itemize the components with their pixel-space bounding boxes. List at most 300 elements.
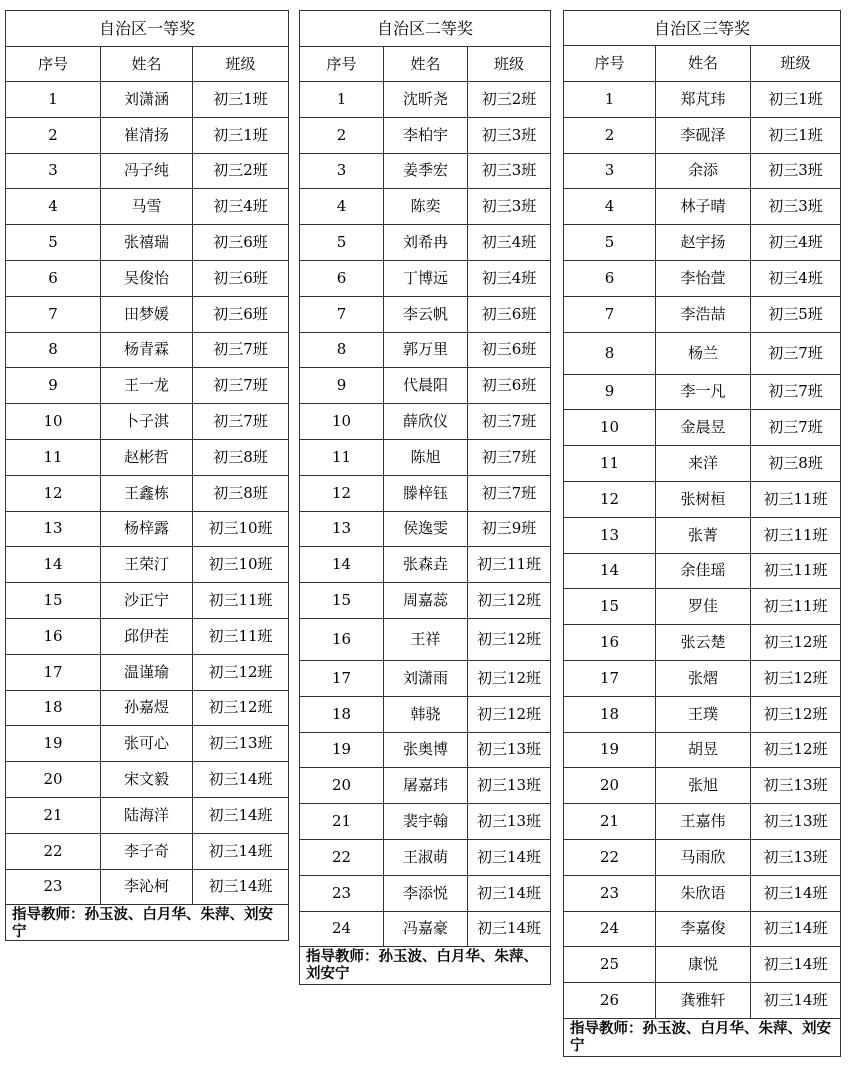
- table-row: [300, 660, 551, 696]
- instructor-note: 指导教师：孙玉波、白月华、朱萍、刘安宁: [6, 905, 289, 941]
- index-cell: 14: [6, 547, 101, 583]
- name-cell: 王鑫栋: [101, 475, 193, 511]
- name-cell: 张森垚: [384, 547, 468, 583]
- name-cell: 李云帆: [384, 296, 468, 332]
- name-cell: 李柏宇: [384, 117, 468, 153]
- index-cell: 17: [300, 660, 384, 696]
- name-cell: 田梦媛: [101, 296, 193, 332]
- class-cell: 初三11班: [193, 618, 289, 654]
- index-cell: 19: [300, 732, 384, 768]
- column-header-class: 班级: [193, 47, 289, 82]
- name-cell: 宋文毅: [101, 762, 193, 798]
- index-cell: 24: [564, 911, 656, 947]
- name-cell: 李怡萱: [656, 260, 751, 296]
- name-cell: 张树桓: [656, 481, 751, 517]
- index-cell: 20: [564, 768, 656, 804]
- index-cell: 10: [6, 404, 101, 440]
- class-cell: 初三7班: [193, 404, 289, 440]
- header-row: [300, 47, 551, 82]
- class-cell: 初三14班: [468, 911, 551, 947]
- table-row: [564, 296, 841, 332]
- index-cell: 11: [300, 439, 384, 475]
- table-row: [6, 439, 289, 475]
- index-cell: 22: [300, 839, 384, 875]
- name-cell: 赵彬哲: [101, 439, 193, 475]
- class-cell: 初三10班: [193, 547, 289, 583]
- index-cell: 13: [564, 517, 656, 553]
- index-cell: 8: [6, 332, 101, 368]
- table-row: [6, 511, 289, 547]
- table-row: [300, 583, 551, 619]
- class-cell: 初三14班: [751, 911, 841, 947]
- class-cell: 初三8班: [193, 439, 289, 475]
- class-cell: 初三14班: [751, 875, 841, 911]
- table-row: [300, 839, 551, 875]
- index-cell: 23: [564, 875, 656, 911]
- index-cell: 17: [6, 654, 101, 690]
- table-row: [6, 153, 289, 189]
- index-cell: 16: [300, 618, 384, 660]
- table-row: [6, 833, 289, 869]
- award-table-3: [563, 10, 841, 1057]
- index-cell: 15: [564, 589, 656, 625]
- table-row: [564, 410, 841, 446]
- class-cell: 初三6班: [468, 332, 551, 368]
- award-table-1: [5, 10, 289, 941]
- table-row: [564, 517, 841, 553]
- name-cell: 韩骁: [384, 696, 468, 732]
- table-row: [564, 696, 841, 732]
- name-cell: 沈昕尧: [384, 82, 468, 118]
- name-cell: 马雪: [101, 189, 193, 225]
- table-row: [6, 869, 289, 905]
- header-row: [6, 47, 289, 82]
- class-cell: 初三11班: [751, 517, 841, 553]
- table-row: [564, 82, 841, 118]
- class-cell: 初三14班: [751, 947, 841, 983]
- table-row: [300, 475, 551, 511]
- table-row: [300, 768, 551, 804]
- name-cell: 刘潇涵: [101, 82, 193, 118]
- column-header-class: 班级: [468, 47, 551, 82]
- index-cell: 19: [564, 732, 656, 768]
- index-cell: 20: [300, 768, 384, 804]
- class-cell: 初三7班: [751, 332, 841, 374]
- name-cell: 卜子淇: [101, 404, 193, 440]
- class-cell: 初三11班: [193, 583, 289, 619]
- index-cell: 23: [6, 869, 101, 905]
- class-cell: 初三7班: [468, 439, 551, 475]
- table-row: [564, 589, 841, 625]
- name-cell: 李添悦: [384, 875, 468, 911]
- class-cell: 初三14班: [468, 875, 551, 911]
- class-cell: 初三11班: [751, 589, 841, 625]
- class-cell: 初三6班: [193, 260, 289, 296]
- index-cell: 15: [300, 583, 384, 619]
- class-cell: 初三12班: [468, 583, 551, 619]
- column-header-class: 班级: [751, 46, 841, 82]
- index-cell: 21: [6, 797, 101, 833]
- index-cell: 20: [6, 762, 101, 798]
- class-cell: 初三1班: [193, 82, 289, 118]
- column-header-index: 序号: [6, 47, 101, 82]
- table-row: [564, 153, 841, 189]
- table-row: [564, 189, 841, 225]
- index-cell: 2: [300, 117, 384, 153]
- table-row: [300, 296, 551, 332]
- name-cell: 胡昱: [656, 732, 751, 768]
- table-row: [6, 654, 289, 690]
- name-cell: 薛欣仪: [384, 404, 468, 440]
- class-cell: 初三14班: [193, 797, 289, 833]
- class-cell: 初三12班: [751, 732, 841, 768]
- name-cell: 王璞: [656, 696, 751, 732]
- index-cell: 3: [564, 153, 656, 189]
- class-cell: 初三4班: [193, 189, 289, 225]
- table-row: [564, 983, 841, 1019]
- award-table-2: [299, 10, 551, 985]
- index-cell: 7: [564, 296, 656, 332]
- class-cell: 初三1班: [193, 117, 289, 153]
- name-cell: 郭万里: [384, 332, 468, 368]
- index-cell: 22: [564, 839, 656, 875]
- name-cell: 冯嘉豪: [384, 911, 468, 947]
- name-cell: 王淑萌: [384, 839, 468, 875]
- name-cell: 刘潇雨: [384, 660, 468, 696]
- class-cell: 初三13班: [468, 768, 551, 804]
- name-cell: 滕梓钰: [384, 475, 468, 511]
- index-cell: 21: [300, 804, 384, 840]
- table-row: [6, 618, 289, 654]
- name-cell: 吴俊怡: [101, 260, 193, 296]
- index-cell: 13: [6, 511, 101, 547]
- class-cell: 初三13班: [751, 768, 841, 804]
- name-cell: 孙嘉煜: [101, 690, 193, 726]
- name-cell: 马雨欣: [656, 839, 751, 875]
- table-row: [6, 762, 289, 798]
- name-cell: 冯子纯: [101, 153, 193, 189]
- name-cell: 李砚泽: [656, 117, 751, 153]
- index-cell: 18: [564, 696, 656, 732]
- name-cell: 林子晴: [656, 189, 751, 225]
- index-cell: 11: [6, 439, 101, 475]
- index-cell: 2: [564, 117, 656, 153]
- table-row: [300, 804, 551, 840]
- class-cell: 初三13班: [468, 804, 551, 840]
- column-header-name: 姓名: [656, 46, 751, 82]
- class-cell: 初三14班: [193, 833, 289, 869]
- note-row: [564, 1018, 841, 1056]
- class-cell: 初三13班: [751, 839, 841, 875]
- class-cell: 初三11班: [468, 547, 551, 583]
- instructor-note: 指导教师：孙玉波、白月华、朱萍、刘安宁: [564, 1018, 841, 1056]
- table-row: [300, 511, 551, 547]
- class-cell: 初三6班: [193, 225, 289, 261]
- title-row: [564, 11, 841, 46]
- table-row: [6, 296, 289, 332]
- class-cell: 初三1班: [751, 82, 841, 118]
- class-cell: 初三12班: [751, 625, 841, 661]
- table-row: [564, 911, 841, 947]
- class-cell: 初三2班: [193, 153, 289, 189]
- index-cell: 5: [6, 225, 101, 261]
- name-cell: 李一凡: [656, 374, 751, 410]
- index-cell: 15: [6, 583, 101, 619]
- name-cell: 张旭: [656, 768, 751, 804]
- index-cell: 3: [6, 153, 101, 189]
- table-row: [564, 660, 841, 696]
- index-cell: 1: [6, 82, 101, 118]
- class-cell: 初三2班: [468, 82, 551, 118]
- table-row: [300, 225, 551, 261]
- name-cell: 郑芃玮: [656, 82, 751, 118]
- class-cell: 初三14班: [468, 839, 551, 875]
- index-cell: 25: [564, 947, 656, 983]
- class-cell: 初三8班: [751, 446, 841, 482]
- table-row: [6, 404, 289, 440]
- index-cell: 16: [564, 625, 656, 661]
- class-cell: 初三7班: [751, 374, 841, 410]
- index-cell: 9: [564, 374, 656, 410]
- class-cell: 初三12班: [751, 696, 841, 732]
- index-cell: 1: [300, 82, 384, 118]
- name-cell: 余佳瑶: [656, 553, 751, 589]
- name-cell: 张菁: [656, 517, 751, 553]
- class-cell: 初三10班: [193, 511, 289, 547]
- index-cell: 10: [564, 410, 656, 446]
- class-cell: 初三12班: [193, 690, 289, 726]
- name-cell: 李浩喆: [656, 296, 751, 332]
- table-row: [300, 696, 551, 732]
- class-cell: 初三3班: [468, 117, 551, 153]
- table-title: 自治区三等奖: [564, 11, 841, 46]
- name-cell: 李子奇: [101, 833, 193, 869]
- index-cell: 18: [6, 690, 101, 726]
- index-cell: 3: [300, 153, 384, 189]
- table-row: [6, 475, 289, 511]
- class-cell: 初三7班: [751, 410, 841, 446]
- index-cell: 4: [300, 189, 384, 225]
- table-row: [300, 439, 551, 475]
- name-cell: 王嘉伟: [656, 804, 751, 840]
- index-cell: 4: [6, 189, 101, 225]
- table-row: [6, 332, 289, 368]
- class-cell: 初三13班: [751, 804, 841, 840]
- index-cell: 2: [6, 117, 101, 153]
- name-cell: 姜季宏: [384, 153, 468, 189]
- name-cell: 周嘉蕊: [384, 583, 468, 619]
- class-cell: 初三4班: [751, 260, 841, 296]
- index-cell: 14: [300, 547, 384, 583]
- name-cell: 陈奕: [384, 189, 468, 225]
- index-cell: 9: [300, 368, 384, 404]
- class-cell: 初三14班: [751, 983, 841, 1019]
- table-row: [300, 332, 551, 368]
- index-cell: 13: [300, 511, 384, 547]
- table-row: [300, 404, 551, 440]
- class-cell: 初三9班: [468, 511, 551, 547]
- index-cell: 22: [6, 833, 101, 869]
- table-row: [6, 260, 289, 296]
- table-row: [6, 117, 289, 153]
- name-cell: 陆海洋: [101, 797, 193, 833]
- table-row: [6, 583, 289, 619]
- table-row: [300, 618, 551, 660]
- name-cell: 张熠: [656, 660, 751, 696]
- note-row: [300, 947, 551, 985]
- name-cell: 朱欣语: [656, 875, 751, 911]
- table-row: [6, 797, 289, 833]
- name-cell: 温谨瑜: [101, 654, 193, 690]
- index-cell: 8: [564, 332, 656, 374]
- name-cell: 侯逸雯: [384, 511, 468, 547]
- table-row: [300, 732, 551, 768]
- name-cell: 代晨阳: [384, 368, 468, 404]
- index-cell: 7: [6, 296, 101, 332]
- name-cell: 杨梓露: [101, 511, 193, 547]
- class-cell: 初三7班: [193, 332, 289, 368]
- table-title: 自治区一等奖: [6, 11, 289, 47]
- table-row: [300, 875, 551, 911]
- table-row: [564, 332, 841, 374]
- index-cell: 14: [564, 553, 656, 589]
- name-cell: 杨兰: [656, 332, 751, 374]
- class-cell: 初三12班: [468, 618, 551, 660]
- table-row: [564, 947, 841, 983]
- class-cell: 初三1班: [751, 117, 841, 153]
- index-cell: 9: [6, 368, 101, 404]
- name-cell: 李嘉俊: [656, 911, 751, 947]
- class-cell: 初三3班: [751, 153, 841, 189]
- class-cell: 初三4班: [751, 225, 841, 261]
- index-cell: 21: [564, 804, 656, 840]
- class-cell: 初三12班: [468, 660, 551, 696]
- table-row: [6, 189, 289, 225]
- class-cell: 初三11班: [751, 553, 841, 589]
- index-cell: 23: [300, 875, 384, 911]
- table-row: [300, 153, 551, 189]
- name-cell: 康悦: [656, 947, 751, 983]
- name-cell: 王荣汀: [101, 547, 193, 583]
- column-header-name: 姓名: [101, 47, 193, 82]
- index-cell: 1: [564, 82, 656, 118]
- name-cell: 罗佳: [656, 589, 751, 625]
- index-cell: 11: [564, 446, 656, 482]
- name-cell: 邱伊茬: [101, 618, 193, 654]
- table-row: [564, 732, 841, 768]
- table-row: [300, 82, 551, 118]
- name-cell: 来洋: [656, 446, 751, 482]
- header-row: [564, 46, 841, 82]
- class-cell: 初三7班: [468, 475, 551, 511]
- name-cell: 张云楚: [656, 625, 751, 661]
- index-cell: 8: [300, 332, 384, 368]
- table-row: [564, 117, 841, 153]
- table-row: [564, 875, 841, 911]
- class-cell: 初三7班: [468, 404, 551, 440]
- column-header-name: 姓名: [384, 47, 468, 82]
- class-cell: 初三11班: [751, 481, 841, 517]
- class-cell: 初三12班: [751, 660, 841, 696]
- index-cell: 18: [300, 696, 384, 732]
- class-cell: 初三7班: [193, 368, 289, 404]
- name-cell: 余添: [656, 153, 751, 189]
- class-cell: 初三6班: [468, 368, 551, 404]
- index-cell: 6: [300, 260, 384, 296]
- table-row: [6, 690, 289, 726]
- name-cell: 陈旭: [384, 439, 468, 475]
- index-cell: 6: [6, 260, 101, 296]
- table-row: [564, 839, 841, 875]
- class-cell: 初三12班: [468, 696, 551, 732]
- column-header-index: 序号: [300, 47, 384, 82]
- class-cell: 初三8班: [193, 475, 289, 511]
- column-header-index: 序号: [564, 46, 656, 82]
- table-title: 自治区二等奖: [300, 11, 551, 47]
- name-cell: 张可心: [101, 726, 193, 762]
- name-cell: 屠嘉玮: [384, 768, 468, 804]
- table-row: [564, 225, 841, 261]
- class-cell: 初三13班: [193, 726, 289, 762]
- class-cell: 初三12班: [193, 654, 289, 690]
- class-cell: 初三3班: [751, 189, 841, 225]
- table-row: [6, 726, 289, 762]
- index-cell: 16: [6, 618, 101, 654]
- class-cell: 初三14班: [193, 869, 289, 905]
- name-cell: 杨青霖: [101, 332, 193, 368]
- table-row: [300, 547, 551, 583]
- name-cell: 沙正宁: [101, 583, 193, 619]
- index-cell: 5: [300, 225, 384, 261]
- class-cell: 初三13班: [468, 732, 551, 768]
- table-row: [564, 260, 841, 296]
- name-cell: 张禧瑞: [101, 225, 193, 261]
- class-cell: 初三3班: [468, 189, 551, 225]
- table-row: [564, 768, 841, 804]
- index-cell: 5: [564, 225, 656, 261]
- name-cell: 李沁柯: [101, 869, 193, 905]
- name-cell: 崔清扬: [101, 117, 193, 153]
- table-row: [6, 368, 289, 404]
- index-cell: 17: [564, 660, 656, 696]
- table-row: [564, 374, 841, 410]
- class-cell: 初三6班: [468, 296, 551, 332]
- table-row: [564, 446, 841, 482]
- table-row: [6, 82, 289, 118]
- note-row: [6, 905, 289, 941]
- name-cell: 丁博远: [384, 260, 468, 296]
- index-cell: 19: [6, 726, 101, 762]
- index-cell: 26: [564, 983, 656, 1019]
- index-cell: 10: [300, 404, 384, 440]
- table-row: [564, 481, 841, 517]
- table-row: [564, 625, 841, 661]
- table-row: [300, 368, 551, 404]
- table-row: [300, 260, 551, 296]
- table-row: [564, 804, 841, 840]
- class-cell: 初三4班: [468, 225, 551, 261]
- name-cell: 王一龙: [101, 368, 193, 404]
- name-cell: 金晨昱: [656, 410, 751, 446]
- class-cell: 初三3班: [468, 153, 551, 189]
- index-cell: 12: [300, 475, 384, 511]
- name-cell: 刘希冉: [384, 225, 468, 261]
- table-row: [300, 117, 551, 153]
- index-cell: 12: [6, 475, 101, 511]
- index-cell: 4: [564, 189, 656, 225]
- table-row: [6, 225, 289, 261]
- index-cell: 6: [564, 260, 656, 296]
